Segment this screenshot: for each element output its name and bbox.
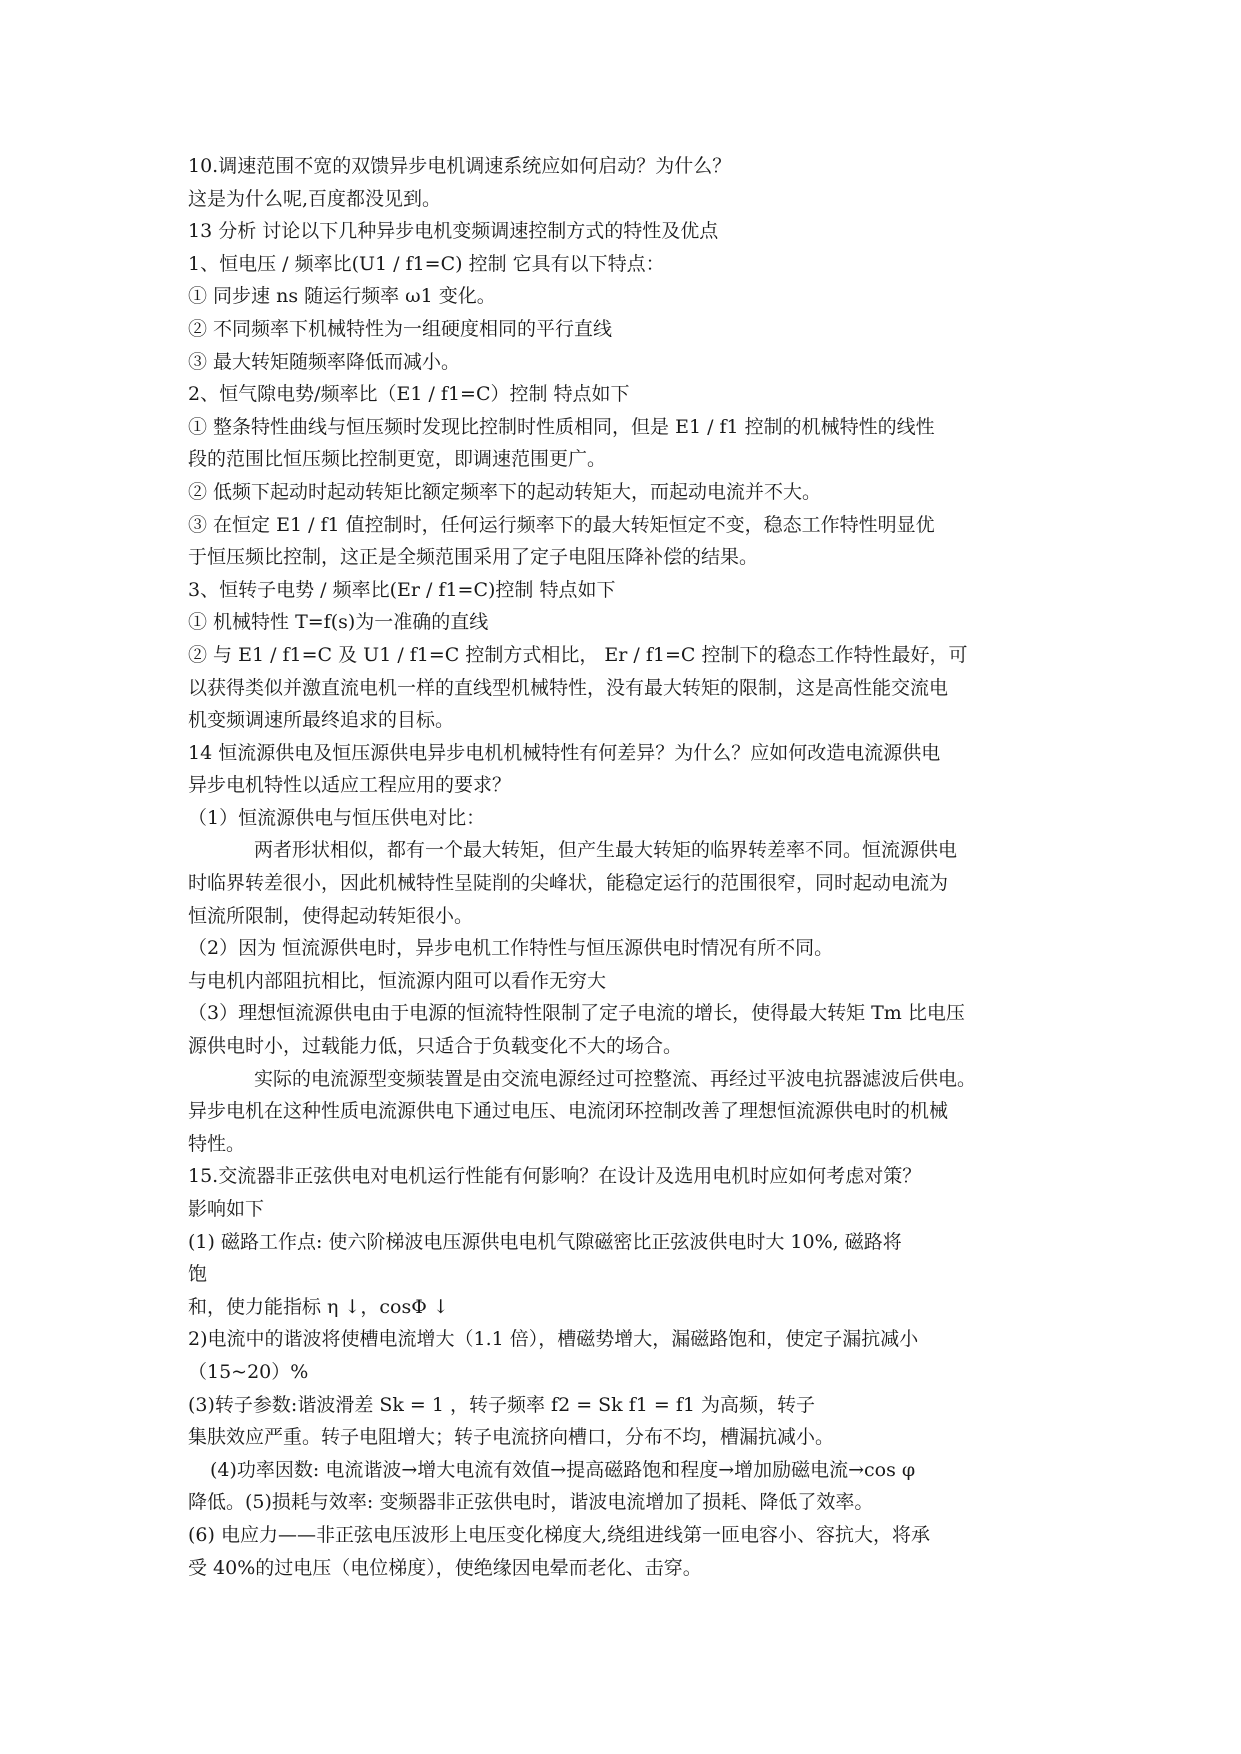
answer-14-part-3: （3）理想恒流源供电由于电源的恒流特性限制了定子电流的增长，使得最大转矩 Tm 比电压 xyxy=(188,1002,965,1025)
question-10: 10.调速范围不宽的双馈异步电机调速系统应如何启动？为什么？ xyxy=(188,155,732,177)
answer-14-part-2-cont: 与电机内部阻抗相比，恒流源内阻可以看作无穷大 xyxy=(188,969,607,992)
section-2-item-3: ③ 在恒定 E1 / f1 值控制时，任何运行频率下的最大转矩恒定不变，稳态工作特性明显优 xyxy=(188,513,935,536)
section-2-heading: 2、恒气隙电势/频率比（E1 / f1=C）控制 特点如下 xyxy=(188,383,630,406)
impact-1: (1) 磁路工作点: 使六阶梯波电压源供电电机气隙磁密比正弦波供电时大 10%, 磁路将 xyxy=(188,1230,902,1253)
comment-line: 这是为什么呢,百度都没见到。 xyxy=(188,187,442,210)
impact-heading: 影响如下 xyxy=(188,1198,265,1220)
impact-6: (6) 电应力——非正弦电压波形上电压变化梯度大,绕组进线第一匝电容小、容抗大，将承 xyxy=(188,1523,930,1546)
impact-4: (4)功率因数: 电流谐波→增大电流有效值→提高磁路饱和程度→增加励磁电流→cos φ xyxy=(210,1458,916,1481)
section-3-item-2-cont2: 机变频调速所最终追求的目标。 xyxy=(188,709,455,732)
impact-6-cont: 受 40%的过电压（电位梯度），使绝缘因电晕而老化、击穿。 xyxy=(188,1556,702,1579)
answer-14-para-actual-cont: 异步电机在这种性质电流源供电下通过电压、电流闭环控制改善了理想恒流源供电时的机械 xyxy=(188,1100,949,1123)
section-3-item-2-cont: 以获得类似并激直流电机一样的直线型机械特性，没有最大转矩的限制，这是高性能交流电 xyxy=(188,676,949,699)
impact-1-cont2: 和，使力能指标 η ↓，cosΦ ↓ xyxy=(188,1295,449,1318)
question-14: 14 恒流源供电及恒压源供电异步电机机械特性有何差异？为什么？应如何改造电流源供电 xyxy=(188,741,941,764)
section-3-item-1: ① 机械特性 T=f(s)为一准确的直线 xyxy=(188,611,489,634)
answer-14-part-2: （2）因为 恒流源供电时，异步电机工作特性与恒压源供电时情况有所不同。 xyxy=(188,937,834,960)
section-1-item-1: ① 同步速 ns 随运行频率 ω1 变化。 xyxy=(188,285,496,308)
answer-14-part-1-cont: 时临界转差很小，因此机械特性呈陡削的尖峰状，能稳定运行的范围很窄，同时起动电流为 xyxy=(188,872,949,895)
section-2-item-1-cont: 段的范围比恒压频比控制更宽，即调速范围更广。 xyxy=(188,448,607,471)
impact-3-cont: 集肤效应严重。转子电阻增大；转子电流挤向槽口，分布不均，槽漏抗减小。 xyxy=(188,1426,835,1449)
answer-14-para-actual-cont2: 特性。 xyxy=(188,1132,246,1155)
impact-4-5: 降低。(5)损耗与效率: 变频器非正弦供电时，谐波电流增加了损耗、降低了效率。 xyxy=(188,1491,874,1514)
question-15: 15.交流器非正弦供电对电机运行性能有何影响？在设计及选用电机时应如何考虑对策？ xyxy=(188,1165,922,1188)
section-3-heading: 3、恒转子电势 / 频率比(Er / f1=C)控制 特点如下 xyxy=(188,578,616,601)
section-1-item-3: ③ 最大转矩随频率降低而减小。 xyxy=(188,350,461,373)
answer-14-part-1-para: 两者形状相似，都有一个最大转矩，但产生最大转矩的临界转差率不同。恒流源供电 xyxy=(254,839,958,862)
question-14-cont: 异步电机特性以适应工程应用的要求？ xyxy=(188,774,512,797)
document-body xyxy=(188,150,1068,1584)
section-1-item-2: ② 不同频率下机械特性为一组硬度相同的平行直线 xyxy=(188,317,613,340)
section-2-item-1: ① 整条特性曲线与恒压频时发现比控制时性质相同，但是 E1 / f1 控制的机械特性的线性 xyxy=(188,415,935,438)
impact-2-cont: （15~20）% xyxy=(188,1360,309,1383)
question-13: 13 分析 讨论以下几种异步电机变频调速控制方式的特性及优点 xyxy=(188,220,719,243)
section-1-heading: 1、恒电压 / 频率比(U1 / f1=C) 控制 它具有以下特点： xyxy=(188,252,665,275)
answer-14-part-1-cont2: 恒流所限制，使得起动转矩很小。 xyxy=(188,904,474,927)
answer-14-part-1-heading: （1）恒流源供电与恒压供电对比： xyxy=(188,806,486,829)
impact-3: (3)转子参数:谐波滑差 Sk = 1 ，转子频率 f2 = Sk f1 = f1 为高频，转子 xyxy=(188,1393,816,1416)
impact-2: 2)电流中的谐波将使槽电流增大（1.1 倍），槽磁势增大，漏磁路饱和，使定子漏抗减小 xyxy=(188,1328,919,1351)
section-2-item-3-cont: 于恒压频比控制，这正是全频范围采用了定子电阻压降补偿的结果。 xyxy=(188,546,759,569)
section-2-item-2: ② 低频下起动时起动转矩比额定频率下的起动转矩大，而起动电流并不大。 xyxy=(188,480,822,503)
section-3-item-2: ② 与 E1 / f1=C 及 U1 / f1=C 控制方式相比， Er / f1=C 控制下的稳态工作特性最好，可 xyxy=(188,643,968,666)
impact-1-cont: 饱 xyxy=(188,1263,208,1286)
answer-14-para-actual: 实际的电流源型变频装置是由交流电源经过可控整流、再经过平波电抗器滤波后供电。 xyxy=(254,1067,977,1090)
answer-14-part-3-cont: 源供电时小，过载能力低，只适合于负载变化不大的场合。 xyxy=(188,1035,683,1058)
